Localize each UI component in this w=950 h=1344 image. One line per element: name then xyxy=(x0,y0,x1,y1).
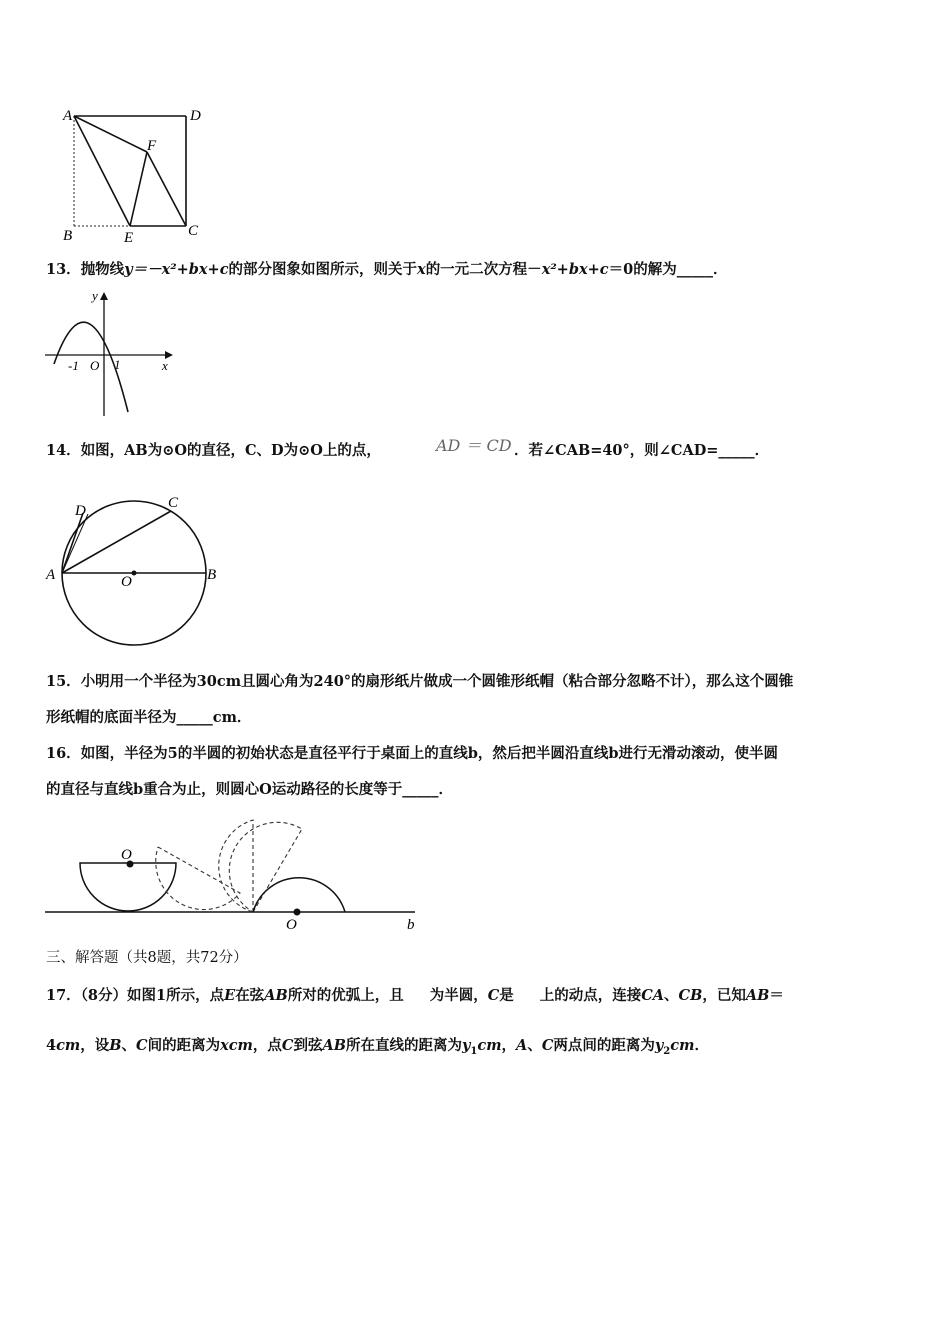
q17-cm3: cm xyxy=(670,1037,695,1054)
question-16-line2 xyxy=(46,780,453,800)
q17-b: B xyxy=(109,1037,122,1054)
q16-number: 16． xyxy=(46,745,81,762)
label-a: A xyxy=(46,567,56,583)
q16-line2: 的直径与直线b重合为止，则圆心O运动路径的长度等于_____． xyxy=(46,781,454,798)
label-b: B xyxy=(207,567,217,583)
y-label: y xyxy=(92,288,98,303)
q17-c: C xyxy=(487,987,500,1004)
question-14-tail xyxy=(514,441,769,461)
q17-line2-i: ． xyxy=(694,1037,709,1054)
q17-line1-e: 是 xyxy=(499,987,514,1004)
label-c: C xyxy=(188,223,199,239)
label-d: D xyxy=(75,503,86,519)
q17-line1-g: ，已知 xyxy=(702,987,746,1004)
q17-e: E xyxy=(224,987,236,1004)
q14-text-before: 如图，AB为⊙O的直径，C、D为⊙O上的点， xyxy=(80,442,381,459)
q17-cb: CB xyxy=(678,987,703,1004)
q13-equation2: x²+bx+c xyxy=(541,261,609,278)
x-label: x xyxy=(162,358,168,373)
question-17-line1 xyxy=(46,986,784,1006)
chord-ad xyxy=(62,513,83,573)
q14-arc-equation xyxy=(436,433,512,456)
q14-text-after: ．若∠CAB=40°，则∠CAD=_____． xyxy=(514,442,770,459)
q17-sep: 、 xyxy=(664,987,679,1004)
q13-middle: 的部分图象如图所示，则关于 xyxy=(228,261,418,278)
label-b: b xyxy=(407,917,415,933)
chord-dc xyxy=(62,514,88,573)
final-semicircle xyxy=(253,878,345,912)
q17-number: 17． xyxy=(46,987,81,1004)
square-top-right xyxy=(74,116,186,226)
label-o1: O xyxy=(121,847,132,863)
label-f: F xyxy=(147,138,157,154)
label-o: O xyxy=(121,574,132,590)
q17-ca: CA xyxy=(641,987,665,1004)
q17-a: A xyxy=(516,1037,528,1054)
q17-line1-d: 为半圆， xyxy=(429,987,488,1004)
q17-line2-h: 两点间的距离为 xyxy=(553,1037,655,1054)
segment-af xyxy=(74,116,147,152)
q13-intro: 抛物线 xyxy=(80,261,125,278)
q17-line1-a: （8分）如图1所示，点 xyxy=(80,987,225,1004)
q17-sep3: 、 xyxy=(527,1037,542,1054)
q17-ab: AB xyxy=(264,987,288,1004)
tick-neg1: -1 xyxy=(68,358,79,373)
section-3-text: 三、解答题（共8题，共72分） xyxy=(46,950,248,966)
segment-fc xyxy=(147,152,186,226)
dashed-position-3 xyxy=(229,822,302,912)
q14-arc-text: AD ＝ CD xyxy=(436,436,512,455)
dashed-position-2 xyxy=(219,820,253,912)
q17-line1-b: 在弦 xyxy=(235,987,265,1004)
label-d: D xyxy=(190,108,201,124)
q13-tail: ＝0的解为_____． xyxy=(608,261,728,278)
section-3-title xyxy=(46,948,248,968)
q17-xcm: xcm xyxy=(220,1037,253,1054)
q17-line1-f: 上的动点，连接 xyxy=(539,987,642,1004)
q17-ab2: AB xyxy=(745,987,770,1004)
q15-line1: 小明用一个半径为30cm且圆心角为240°的扇形纸片做成一个圆锥形纸帽（粘合部分忽略不计），那么这个圆锥 xyxy=(80,673,794,690)
q17-line2-a: 4 xyxy=(46,1037,57,1054)
q16-line1: 如图，半径为5的半圆的初始状态是直径平行于桌面上的直线b，然后把半圆沿直线b进行无滑动滚动，使半圆 xyxy=(80,745,779,762)
question-15-line2 xyxy=(46,708,251,728)
q13-number: 13． xyxy=(46,261,81,278)
q15-number: 15． xyxy=(46,673,81,690)
q17-line2-c: 间的距离为 xyxy=(147,1037,221,1054)
q17-c2: C xyxy=(136,1037,148,1054)
question-17-line2 xyxy=(46,1036,709,1062)
origin-label: O xyxy=(90,358,100,373)
q17-line2-d: ，点 xyxy=(252,1037,282,1054)
q17-c3: C xyxy=(281,1037,294,1054)
circle-figure xyxy=(40,490,230,650)
q14-number: 14． xyxy=(46,442,81,459)
q17-ab3: AB xyxy=(322,1037,346,1054)
q17-line2-e: 到弦 xyxy=(293,1037,323,1054)
rolling-semicircle-figure xyxy=(40,815,430,937)
question-13 xyxy=(46,260,727,280)
label-a: A xyxy=(63,108,73,124)
dashed-position-1 xyxy=(156,847,240,910)
q15-line2: 形纸帽的底面半径为_____cm． xyxy=(46,709,252,726)
center-dot xyxy=(132,571,137,576)
initial-semicircle xyxy=(80,863,176,911)
label-b: B xyxy=(63,228,73,244)
label-c: C xyxy=(168,495,179,511)
q17-cm: cm xyxy=(56,1037,81,1054)
q17-c4: C xyxy=(541,1037,554,1054)
question-14 xyxy=(46,441,381,461)
tick-1: 1 xyxy=(114,357,121,372)
label-e: E xyxy=(124,230,134,246)
q17-sub2: 2 xyxy=(663,1045,671,1057)
square-figure xyxy=(55,100,215,250)
q17-sub1: 1 xyxy=(470,1045,478,1057)
q13-middle2: 的一元二次方程－ xyxy=(425,261,542,278)
q17-y1: y xyxy=(461,1037,471,1054)
label-o2: O xyxy=(286,917,297,933)
q17-line1-c: 所对的优弧上，且 xyxy=(287,987,404,1004)
q17-line1-h: ＝ xyxy=(769,987,784,1004)
q17-cm2: cm xyxy=(477,1037,502,1054)
q13-equation: y＝－x²+bx+c xyxy=(124,261,229,278)
chord-ac xyxy=(62,511,171,573)
parabola-figure xyxy=(40,288,180,418)
final-center xyxy=(294,909,301,916)
segment-ef xyxy=(130,152,147,226)
q17-line2-b: ，设 xyxy=(80,1037,110,1054)
q17-line2-g: ， xyxy=(501,1037,517,1054)
q17-sep2: 、 xyxy=(121,1037,137,1054)
segment-ae xyxy=(74,116,130,226)
q17-y2: y xyxy=(654,1037,664,1054)
q13-var-x: x xyxy=(417,261,426,278)
question-16-line1 xyxy=(46,744,778,764)
y-axis-arrow xyxy=(100,292,108,300)
question-15-line1 xyxy=(46,672,793,692)
q17-line2-f: 所在直线的距离为 xyxy=(345,1037,462,1054)
